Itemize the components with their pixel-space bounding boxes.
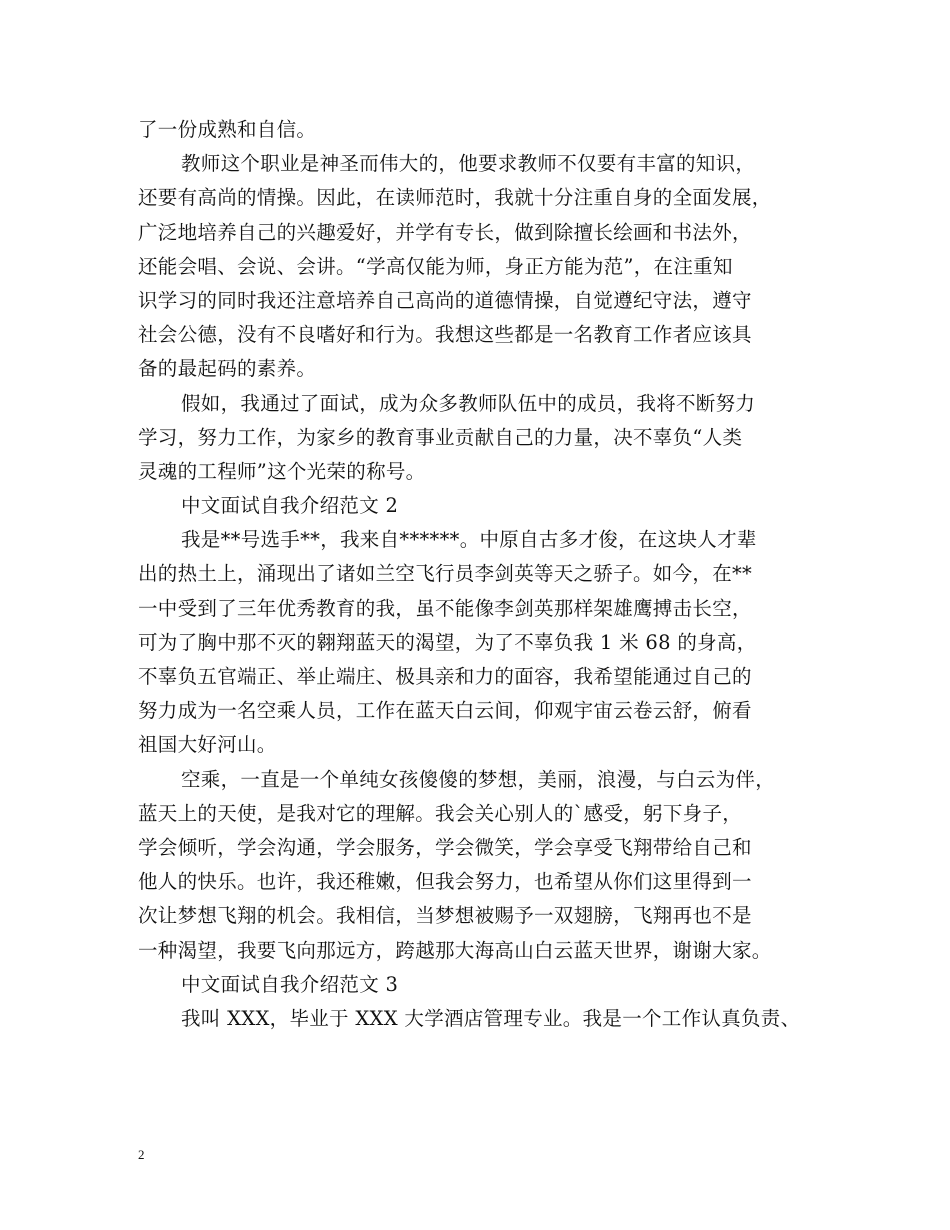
document-body: [138, 113, 828, 1036]
text-line: 祖国大好河山。: [138, 733, 277, 757]
text-line: 中文面试自我介绍范文 3: [181, 972, 399, 996]
text-line: 他人的快乐。也许，我还稚嫩，但我会努力，也希望从你们这里得到一: [138, 870, 752, 894]
text-line: 不辜负五官端正、举止端庄、极具亲和力的面容，我希望能通过自己的: [138, 665, 752, 688]
text-line: 可为了胸中那不灭的翱翔蓝天的渴望，为了不辜负我 1 米 68 的身高，: [138, 630, 757, 654]
text-line: 蓝天上的天使，是我对它的理解。我会关心别人的`感受，躬下身子，: [138, 801, 743, 825]
text-line: 教师这个职业是神圣而伟大的，他要求教师不仅要有丰富的知识，: [181, 152, 756, 176]
text-line: 我是**号选手**，我来自******。中原自古多才俊，在这块人才辈: [181, 528, 757, 552]
text-line: 还能会唱、会说、会讲。“学高仅能为师，身正方能为范”，在注重知: [138, 254, 733, 278]
page-number: 2: [138, 1147, 145, 1162]
text-line: 一中受到了三年优秀教育的我，虽不能像李剑英那样架雄鹰搏击长空，: [138, 596, 752, 620]
text-line: 出的热土上，涌现出了诸如兰空飞行员李剑英等天之骄子。如今，在**: [138, 562, 753, 586]
text-line: 了一份成熟和自信。: [138, 118, 317, 141]
text-line: 次让梦想飞翔的机会。我相信，当梦想被赐予一双翅膀，飞翔再也不是: [138, 904, 752, 928]
text-line: 努力成为一名空乘人员，工作在蓝天白云间，仰观宇宙云卷云舒，俯看: [138, 699, 752, 723]
text-line: 学会倾听，学会沟通，学会服务，学会微笑，学会享受飞翔带给自己和: [138, 835, 752, 859]
text-line: 假如，我通过了面试，成为众多教师队伍中的成员，我将不断努力: [181, 391, 756, 415]
text-line: 识学习的同时我还注意培养自己高尚的道德情操，自觉遵纪守法，遵守: [138, 288, 752, 312]
text-line: 学习，努力工作，为家乡的教育事业贡献自己的力量，决不辜负“人类: [138, 425, 743, 449]
text-line: 灵魂的工程师”这个光荣的称号。: [138, 459, 426, 483]
text-line: 一种渴望，我要飞向那远方，跨越那大海高山白云蓝天世界，谢谢大家。: [138, 938, 772, 962]
text-line: 中文面试自我介绍范文 2: [181, 494, 399, 518]
text-line: 广泛地培养自己的兴趣爱好，并学有专长，做到除擅长绘画和书法外，: [138, 220, 752, 244]
text-line: 社会公德，没有不良嗜好和行为。我想这些都是一名教育工作者应该具: [138, 323, 752, 347]
text-line: 还要有高尚的情操。因此，在读师范时，我就十分注重自身的全面发展，: [138, 186, 772, 210]
text-line: 我叫 XXX，毕业于 XXX 大学酒店管理专业。我是一个工作认真负责、: [181, 1006, 801, 1030]
text-line: 空乘，一直是一个单纯女孩傻傻的梦想，美丽，浪漫，与白云为伴，: [181, 767, 776, 791]
text-line: 备的最起码的素养。: [138, 357, 317, 381]
